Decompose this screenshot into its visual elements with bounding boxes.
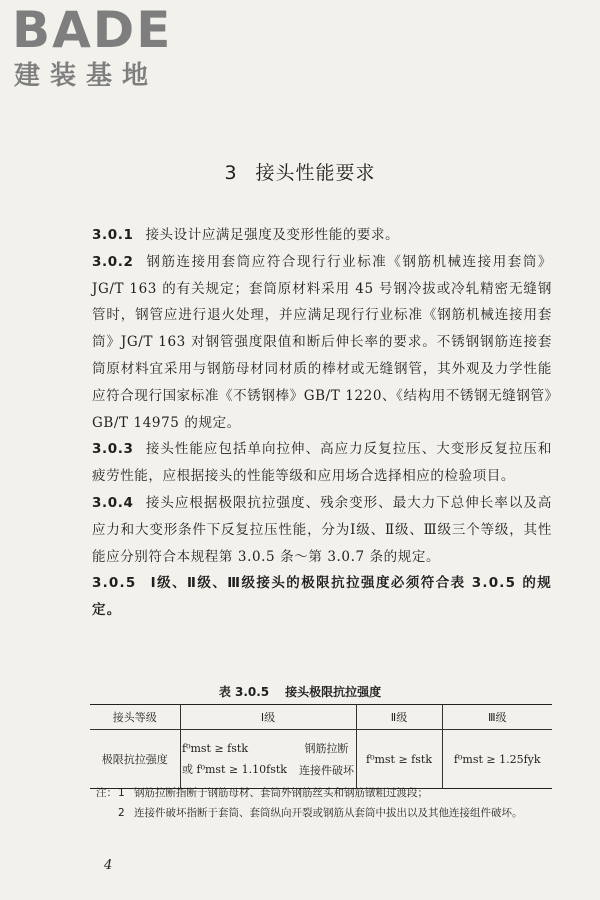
table-notes bbox=[96, 783, 556, 823]
clause-text: 接头性能应包括单向拉伸、高应力反复拉压、大变形反复拉压和疲劳性能，应根据接头的性能等级和应用场合选择相应的检验项目。 bbox=[92, 441, 552, 485]
grade-3-cell: f⁰mst ≥ 1.25fyk bbox=[442, 730, 552, 789]
grade-1-formula-2: 或 f⁰mst ≥ 1.10fstk bbox=[182, 762, 287, 776]
header-grade-3: Ⅲ级 bbox=[442, 705, 552, 730]
table-caption bbox=[0, 683, 600, 700]
notes-label: 注： bbox=[96, 787, 117, 799]
logo bbox=[12, 1, 173, 92]
joint-strength-table bbox=[90, 704, 552, 789]
logo-subtitle: 建装基地 bbox=[14, 61, 159, 91]
table-title: 接头极限抗拉强度 bbox=[285, 685, 382, 699]
clause-3-0-3 bbox=[92, 436, 552, 490]
page-number: 4 bbox=[104, 858, 113, 873]
clause-list bbox=[92, 222, 552, 624]
grade-1-failure-1: 钢筋拉断 bbox=[304, 742, 349, 755]
note-number: 2 bbox=[118, 807, 125, 819]
clause-text: 接头应根据极限抗拉强度、残余变形、最大力下总伸长率以及高应力和大变形条件下反复拉压性能，分为Ⅰ级、Ⅱ级、Ⅲ级三个等级，其性能应分别符合本规程第 3.0.5 条～第 3.0.7 条的规定。 bbox=[92, 494, 552, 565]
header-grade-1: Ⅰ级 bbox=[180, 705, 356, 730]
header-grade-label: 接头等级 bbox=[90, 705, 180, 730]
clause-3-0-2 bbox=[92, 249, 552, 437]
table-header-row bbox=[90, 705, 552, 730]
note-number: 1 bbox=[118, 787, 125, 799]
chapter-title-text: 接头性能要求 bbox=[255, 162, 376, 184]
clause-3-0-5 bbox=[92, 570, 552, 624]
logo-mark: BADE bbox=[12, 1, 173, 59]
grade-1-formula-1: f⁰mst ≥ fstk bbox=[182, 741, 248, 755]
clause-number: 3.0.5 bbox=[92, 575, 137, 592]
grade-1-failure-2: 连接件破坏 bbox=[298, 764, 354, 777]
chapter-number: 3 bbox=[224, 162, 238, 184]
clause-number: 3.0.2 bbox=[92, 253, 134, 270]
note-item bbox=[96, 783, 556, 803]
clause-text: 接头设计应满足强度及变形性能的要求。 bbox=[145, 227, 400, 243]
grade-2-cell: f⁰mst ≥ fstk bbox=[356, 730, 442, 789]
row-label: 极限抗拉强度 bbox=[90, 730, 180, 789]
clause-3-0-4 bbox=[92, 490, 552, 570]
clause-text: 钢筋连接用套筒应符合现行行业标准《钢筋机械连接用套筒》JG/T 163 的有关规定；套筒原材料采用 45 号钢冷拔或冷轧精密无缝钢管时，钢管应进行退火处理，并应满足现行行业标准《钢筋机械连接用套筒》JG/T 163 对钢管强度限值和断后伸长率的要求。不锈钢钢筋连接套筒原材料宜采用与钢筋母材同材质的棒材或无缝钢管，其外观及力学性能应符合现行国家标准《不锈钢棒》GB/T 1220、《结构用不锈钢无缝钢管》GB/T 14975 的规定。 bbox=[92, 253, 552, 431]
grade-1-cell bbox=[180, 730, 356, 789]
table-number: 表 3.0.5 bbox=[218, 685, 270, 699]
clause-3-0-1 bbox=[92, 222, 552, 249]
clause-text: Ⅰ级、Ⅱ级、Ⅲ级接头的极限抗拉强度必须符合表 3.0.5 的规定。 bbox=[92, 575, 552, 619]
chapter-title bbox=[0, 158, 600, 185]
note-text: 钢筋拉断指断于钢筋母材、套筒外钢筋丝头和钢筋镦粗过渡段； bbox=[134, 787, 428, 799]
header-grade-2: Ⅱ级 bbox=[356, 705, 442, 730]
note-item bbox=[96, 803, 556, 823]
table-row bbox=[90, 730, 552, 789]
clause-number: 3.0.4 bbox=[92, 494, 134, 511]
clause-number: 3.0.3 bbox=[92, 441, 134, 458]
clause-number: 3.0.1 bbox=[92, 227, 134, 243]
note-text: 连接件破坏指断于套筒、套筒纵向开裂或钢筋从套筒中拔出以及其他连接组件破坏。 bbox=[134, 807, 523, 819]
